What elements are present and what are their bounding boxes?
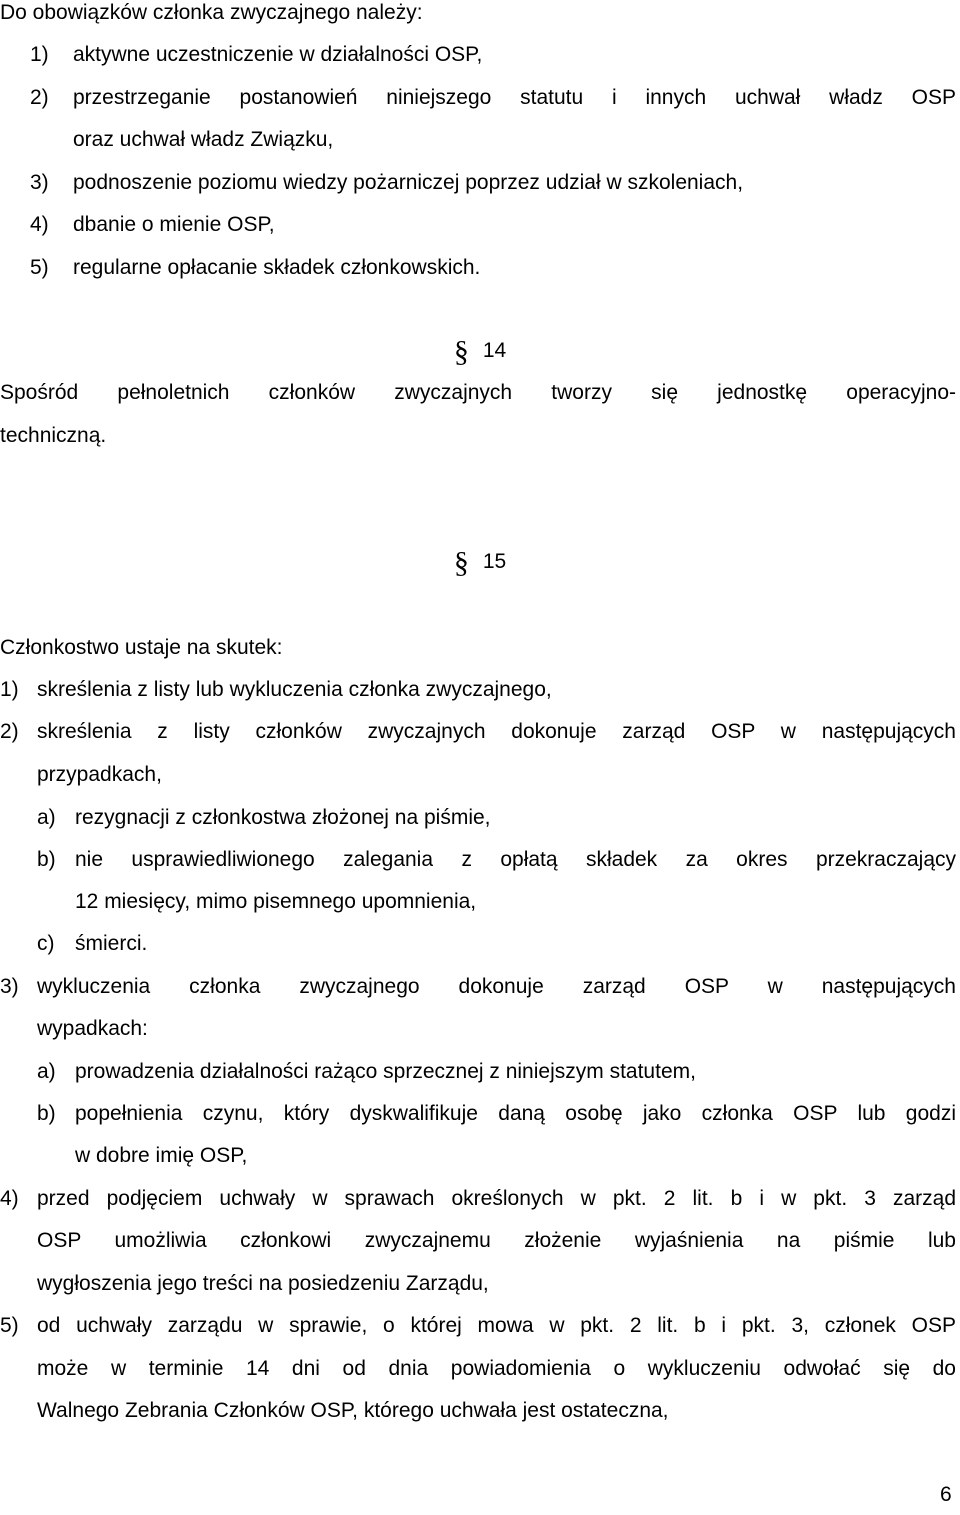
section-14-heading [0, 335, 960, 368]
item-text-continuation: wygłoszenia jego treści na posiedzeniu Zarządu, [37, 1272, 489, 1295]
duty-text: regularne opłacanie składek członkowskich. [73, 256, 481, 279]
duty-text-continuation: oraz uchwał władz Związku, [73, 128, 334, 151]
item-text-continuation: Walnego Zebrania Członków OSP, którego uchwała jest ostateczna, [37, 1399, 669, 1422]
subitem-text: nie usprawiedliwionego zalegania z opłatą składek za okres przekraczający [75, 848, 956, 871]
subitem-text: śmierci. [75, 932, 148, 955]
subitem-letter: c) [37, 932, 55, 955]
item-number: 2) [0, 720, 19, 743]
subitem-letter: a) [37, 806, 56, 829]
duty-text: dbanie o mienie OSP, [73, 213, 275, 236]
subitem-text-continuation: w dobre imię OSP, [75, 1144, 248, 1167]
item-text-continuation: OSP umożliwia członkowi zwyczajnemu złożenie wyjaśnienia na piśmie lub [37, 1229, 956, 1252]
item-text-continuation: wypadkach: [37, 1017, 148, 1040]
item-text: od uchwały zarządu w sprawie, o której mowa w pkt. 2 lit. b i pkt. 3, członek OSP [37, 1314, 956, 1337]
item-number: 1) [0, 678, 19, 701]
section-15-heading [0, 546, 960, 579]
membership-end-intro: Członkostwo ustaje na skutek: [0, 636, 283, 659]
section-14-text: Spośród pełnoletnich członków zwyczajnych tworzy się jednostkę operacyjno- [0, 381, 956, 404]
paragraph-symbol: § [453, 335, 469, 368]
section-number: 14 [482, 339, 507, 362]
item-text: wykluczenia członka zwyczajnego dokonuje zarząd OSP w następujących [37, 975, 956, 998]
duty-text: podnoszenie poziomu wiedzy pożarniczej poprzez udział w szkoleniach, [73, 171, 744, 194]
item-number: 3) [0, 975, 19, 998]
subitem-text-continuation: 12 miesięcy, mimo pisemnego upomnienia, [75, 890, 477, 913]
section-number: 15 [482, 550, 507, 573]
section-14-text-continuation: techniczną. [0, 424, 107, 447]
item-text: skreślenia z listy lub wykluczenia członka zwyczajnego, [37, 678, 552, 701]
item-text: skreślenia z listy członków zwyczajnych dokonuje zarząd OSP w następujących [37, 720, 956, 743]
subitem-text: rezygnacji z członkostwa złożonej na piśmie, [75, 806, 491, 829]
item-text-continuation: może w terminie 14 dni od dnia powiadomienia o wykluczeniu odwołać się do [37, 1357, 956, 1380]
subitem-letter: a) [37, 1060, 56, 1083]
duty-text: aktywne uczestniczenie w działalności OSP, [73, 43, 483, 66]
item-text-continuation: przypadkach, [37, 763, 162, 786]
subitem-letter: b) [37, 1102, 56, 1125]
duty-number: 1) [30, 43, 49, 66]
item-number: 5) [0, 1314, 19, 1337]
item-text: przed podjęciem uchwały w sprawach określonych w pkt. 2 lit. b i w pkt. 3 zarząd [37, 1187, 956, 1210]
item-number: 4) [0, 1187, 19, 1210]
duty-number: 2) [30, 86, 49, 109]
subitem-text: popełnienia czynu, który dyskwalifikuje daną osobę jako członka OSP lub godzi [75, 1102, 956, 1125]
duty-text-part: przestrzeganie postanowień niniejszego statutu i innych uchwał władz OSP [73, 86, 956, 109]
duties-intro: Do obowiązków członka zwyczajnego należy: [0, 1, 423, 24]
subitem-letter: b) [37, 848, 56, 871]
subitem-text: prowadzenia działalności rażąco sprzecznej z niniejszym statutem, [75, 1060, 696, 1083]
duty-number: 4) [30, 213, 49, 236]
paragraph-symbol: § [453, 546, 469, 579]
page-number: 6 [940, 1483, 952, 1506]
duty-number: 3) [30, 171, 49, 194]
duty-number: 5) [30, 256, 49, 279]
duty-text [73, 85, 956, 111]
